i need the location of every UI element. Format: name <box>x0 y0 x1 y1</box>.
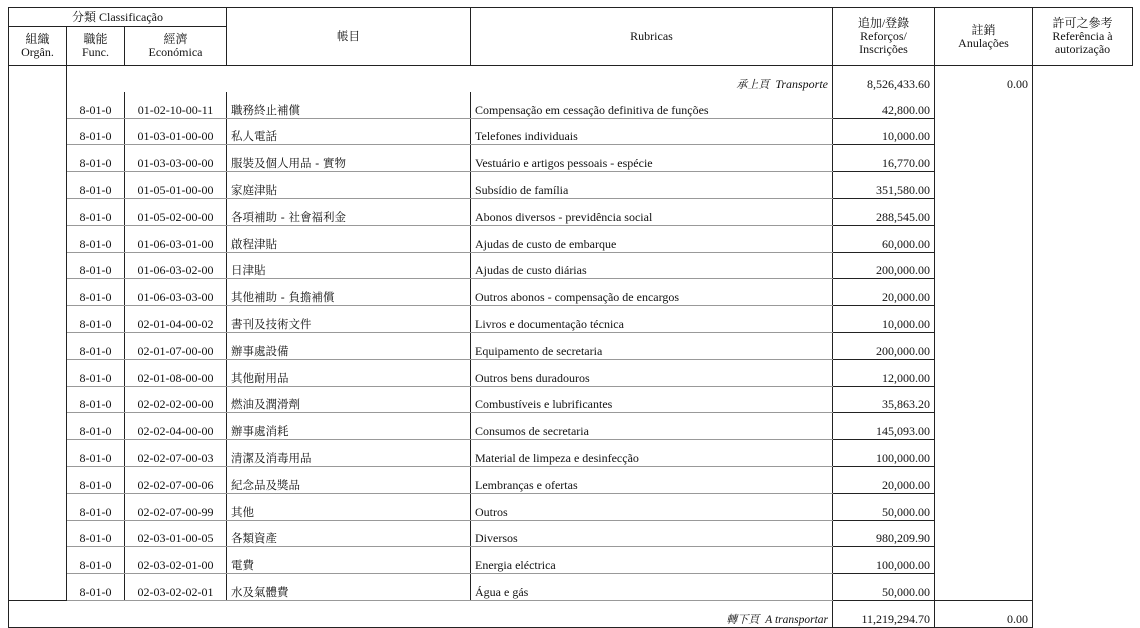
econ-code-cell: 02-02-04-00-00 <box>125 413 227 440</box>
econ-code-cell: 02-02-07-00-06 <box>125 466 227 493</box>
table-row <box>9 413 1133 440</box>
func-cell: 8-01-0 <box>67 92 125 118</box>
org-cell <box>9 493 67 520</box>
table-header <box>9 8 1133 66</box>
org-cell <box>9 574 67 601</box>
econ-code-cell: 01-03-03-00-00 <box>125 145 227 172</box>
carry-out-add: 11,219,294.70 <box>833 600 935 627</box>
table-row <box>9 493 1133 520</box>
org-cell <box>9 118 67 145</box>
rubrica-cell: Água e gás <box>471 574 833 601</box>
table-row <box>9 547 1133 574</box>
add-amount-cell: 100,000.00 <box>833 440 935 467</box>
econ-code-cell: 02-01-07-00-00 <box>125 332 227 359</box>
account-cell: 日津貼 <box>227 252 471 279</box>
table-row <box>9 386 1133 413</box>
table-row <box>9 466 1133 493</box>
func-cell: 8-01-0 <box>67 466 125 493</box>
econ-code-cell: 02-01-08-00-00 <box>125 359 227 386</box>
table-row <box>9 118 1133 145</box>
func-cell: 8-01-0 <box>67 279 125 306</box>
rubricas-header: Rubricas <box>471 8 833 66</box>
ref-cell <box>1033 306 1133 333</box>
func-cell: 8-01-0 <box>67 306 125 333</box>
rubrica-cell: Compensação em cessação definitiva de funções <box>471 92 833 118</box>
carry-out-label-zh: 轉下頁 <box>726 612 760 626</box>
add-amount-cell: 980,209.90 <box>833 520 935 547</box>
table-row <box>9 332 1133 359</box>
rubrica-cell: Telefones individuais <box>471 118 833 145</box>
func-cell: 8-01-0 <box>67 493 125 520</box>
org-cell <box>9 198 67 225</box>
cancel-amount-cell <box>935 279 1033 306</box>
rubrica-cell: Lembranças e ofertas <box>471 466 833 493</box>
org-cell <box>9 386 67 413</box>
account-cell: 各項補助 - 社會福利金 <box>227 198 471 225</box>
add-amount-cell: 20,000.00 <box>833 466 935 493</box>
rubrica-cell: Abonos diversos - previdência social <box>471 198 833 225</box>
account-cell: 服裝及個人用品 - 實物 <box>227 145 471 172</box>
add-amount-cell: 16,770.00 <box>833 145 935 172</box>
ref-cell <box>1033 600 1133 627</box>
rubrica-cell: Subsídio de família <box>471 172 833 199</box>
table-footer <box>9 600 1133 627</box>
org-cell <box>9 440 67 467</box>
func-cell: 8-01-0 <box>67 332 125 359</box>
carry-in-cancel: 0.00 <box>935 66 1033 92</box>
func-cell: 8-01-0 <box>67 440 125 467</box>
econ-code-cell: 01-05-01-00-00 <box>125 172 227 199</box>
cancel-amount-cell <box>935 225 1033 252</box>
org-cell <box>9 66 67 92</box>
org-cell <box>9 359 67 386</box>
econ-code-cell: 01-06-03-03-00 <box>125 279 227 306</box>
econ-code-cell: 02-01-04-00-02 <box>125 306 227 333</box>
rubrica-cell: Diversos <box>471 520 833 547</box>
add-amount-cell: 35,863.20 <box>833 386 935 413</box>
account-cell: 其他耐用品 <box>227 359 471 386</box>
rubrica-cell: Outros bens duradouros <box>471 359 833 386</box>
cancel-amount-cell <box>935 466 1033 493</box>
cancel-amount-cell <box>935 440 1033 467</box>
econ-code-cell: 01-05-02-00-00 <box>125 198 227 225</box>
carry-out-label-pt: A transportar <box>765 613 828 626</box>
add-header: 追加/登錄 Reforços/ Inscrições <box>833 8 935 66</box>
add-amount-cell: 10,000.00 <box>833 306 935 333</box>
econ-code-cell: 01-06-03-02-00 <box>125 252 227 279</box>
account-cell: 啟程津貼 <box>227 225 471 252</box>
org-cell <box>9 145 67 172</box>
org-cell <box>9 225 67 252</box>
carry-in-label <box>67 66 833 92</box>
cancel-header: 註銷 Anulações <box>935 8 1033 66</box>
carry-out-label <box>9 600 833 627</box>
org-cell <box>9 413 67 440</box>
cancel-amount-cell <box>935 547 1033 574</box>
add-amount-cell: 145,093.00 <box>833 413 935 440</box>
func-cell: 8-01-0 <box>67 198 125 225</box>
econ-code-cell: 02-03-01-00-05 <box>125 520 227 547</box>
ref-cell <box>1033 359 1133 386</box>
cancel-amount-cell <box>935 332 1033 359</box>
account-cell: 燃油及潤滑劑 <box>227 386 471 413</box>
add-amount-cell: 100,000.00 <box>833 547 935 574</box>
ref-cell <box>1033 332 1133 359</box>
cancel-amount-cell <box>935 92 1033 118</box>
org-cell <box>9 332 67 359</box>
func-cell: 8-01-0 <box>67 252 125 279</box>
ref-cell <box>1033 520 1133 547</box>
carry-out-row <box>9 600 1133 627</box>
add-amount-cell: 200,000.00 <box>833 332 935 359</box>
rubrica-cell: Ajudas de custo de embarque <box>471 225 833 252</box>
add-amount-cell: 288,545.00 <box>833 198 935 225</box>
rubrica-cell: Livros e documentação técnica <box>471 306 833 333</box>
account-cell: 紀念品及獎品 <box>227 466 471 493</box>
carry-out-cancel: 0.00 <box>935 600 1033 627</box>
econ-header: 經濟 Económica <box>125 27 227 66</box>
rubrica-cell: Consumos de secretaria <box>471 413 833 440</box>
econ-code-cell: 01-02-10-00-11 <box>125 92 227 118</box>
ref-cell <box>1033 574 1133 601</box>
org-cell <box>9 279 67 306</box>
add-amount-cell: 20,000.00 <box>833 279 935 306</box>
ref-cell <box>1033 92 1133 118</box>
rubrica-cell: Ajudas de custo diárias <box>471 252 833 279</box>
org-cell <box>9 172 67 199</box>
table-row <box>9 306 1133 333</box>
func-cell: 8-01-0 <box>67 574 125 601</box>
func-header: 職能 Func. <box>67 27 125 66</box>
ref-cell <box>1033 198 1133 225</box>
add-amount-cell: 50,000.00 <box>833 493 935 520</box>
budget-table <box>8 7 1133 628</box>
ref-cell <box>1033 252 1133 279</box>
add-amount-cell: 10,000.00 <box>833 118 935 145</box>
account-cell: 其他補助 - 負擔補償 <box>227 279 471 306</box>
account-cell: 電費 <box>227 547 471 574</box>
cancel-amount-cell <box>935 386 1033 413</box>
cancel-amount-cell <box>935 145 1033 172</box>
cancel-amount-cell <box>935 118 1033 145</box>
econ-code-cell: 02-03-02-02-01 <box>125 574 227 601</box>
account-cell: 清潔及消毒用品 <box>227 440 471 467</box>
add-amount-cell: 60,000.00 <box>833 225 935 252</box>
cancel-amount-cell <box>935 413 1033 440</box>
econ-code-cell: 02-03-02-01-00 <box>125 547 227 574</box>
cancel-amount-cell <box>935 359 1033 386</box>
ref-cell <box>1033 466 1133 493</box>
carry-in-add: 8,526,433.60 <box>833 66 935 92</box>
ref-cell <box>1033 413 1133 440</box>
func-cell: 8-01-0 <box>67 118 125 145</box>
table-body <box>9 66 1133 601</box>
table-row <box>9 279 1133 306</box>
account-cell: 辦事處消耗 <box>227 413 471 440</box>
ref-cell <box>1033 440 1133 467</box>
rubrica-cell: Vestuário e artigos pessoais - espécie <box>471 145 833 172</box>
org-cell <box>9 466 67 493</box>
ref-cell <box>1033 66 1133 92</box>
ref-cell <box>1033 547 1133 574</box>
econ-code-cell: 02-02-07-00-03 <box>125 440 227 467</box>
table-row <box>9 574 1133 601</box>
ref-cell <box>1033 279 1133 306</box>
ref-cell <box>1033 118 1133 145</box>
carry-in-label-pt: Transporte <box>775 76 828 91</box>
table-row <box>9 172 1133 199</box>
add-amount-cell: 200,000.00 <box>833 252 935 279</box>
account-cell: 辦事處設備 <box>227 332 471 359</box>
table-row <box>9 92 1133 118</box>
cancel-amount-cell <box>935 172 1033 199</box>
func-cell: 8-01-0 <box>67 413 125 440</box>
org-header: 組織 Orgân. <box>9 27 67 66</box>
account-cell: 其他 <box>227 493 471 520</box>
carry-in-row <box>9 66 1133 92</box>
cancel-amount-cell <box>935 493 1033 520</box>
account-cell: 職務終止補償 <box>227 92 471 118</box>
func-cell: 8-01-0 <box>67 547 125 574</box>
ref-cell <box>1033 493 1133 520</box>
account-cell: 家庭津貼 <box>227 172 471 199</box>
func-cell: 8-01-0 <box>67 359 125 386</box>
rubrica-cell: Energia eléctrica <box>471 547 833 574</box>
rubrica-cell: Material de limpeza e desinfecção <box>471 440 833 467</box>
func-cell: 8-01-0 <box>67 386 125 413</box>
add-amount-cell: 12,000.00 <box>833 359 935 386</box>
econ-code-cell: 02-02-07-00-99 <box>125 493 227 520</box>
classification-header: 分類 Classificação <box>9 8 227 27</box>
cancel-amount-cell <box>935 520 1033 547</box>
func-cell: 8-01-0 <box>67 145 125 172</box>
org-cell <box>9 252 67 279</box>
org-cell <box>9 306 67 333</box>
table-row <box>9 520 1133 547</box>
org-cell <box>9 92 67 118</box>
table-row <box>9 198 1133 225</box>
table-row <box>9 225 1133 252</box>
econ-code-cell: 02-02-02-00-00 <box>125 386 227 413</box>
rubrica-cell: Combustíveis e lubrificantes <box>471 386 833 413</box>
account-cell: 各類資產 <box>227 520 471 547</box>
func-cell: 8-01-0 <box>67 225 125 252</box>
account-header: 帳目 <box>227 8 471 66</box>
func-cell: 8-01-0 <box>67 520 125 547</box>
ref-cell <box>1033 225 1133 252</box>
ref-cell <box>1033 145 1133 172</box>
table-row <box>9 252 1133 279</box>
org-cell <box>9 547 67 574</box>
account-cell: 水及氣體費 <box>227 574 471 601</box>
table-row <box>9 145 1133 172</box>
rubrica-cell: Equipamento de secretaria <box>471 332 833 359</box>
econ-code-cell: 01-06-03-01-00 <box>125 225 227 252</box>
rubrica-cell: Outros abonos - compensação de encargos <box>471 279 833 306</box>
ref-cell <box>1033 172 1133 199</box>
econ-code-cell: 01-03-01-00-00 <box>125 118 227 145</box>
org-cell <box>9 520 67 547</box>
func-cell: 8-01-0 <box>67 172 125 199</box>
add-amount-cell: 42,800.00 <box>833 92 935 118</box>
cancel-amount-cell <box>935 574 1033 601</box>
table-row <box>9 359 1133 386</box>
rubrica-cell: Outros <box>471 493 833 520</box>
add-amount-cell: 351,580.00 <box>833 172 935 199</box>
table-row <box>9 440 1133 467</box>
carry-in-label-zh: 承上頁 <box>736 77 770 91</box>
cancel-amount-cell <box>935 306 1033 333</box>
account-cell: 書刊及技術文件 <box>227 306 471 333</box>
ref-header: 許可之參考 Referência à autorização <box>1033 8 1133 66</box>
add-amount-cell: 50,000.00 <box>833 574 935 601</box>
cancel-amount-cell <box>935 252 1033 279</box>
account-cell: 私人電話 <box>227 118 471 145</box>
ref-cell <box>1033 386 1133 413</box>
cancel-amount-cell <box>935 198 1033 225</box>
